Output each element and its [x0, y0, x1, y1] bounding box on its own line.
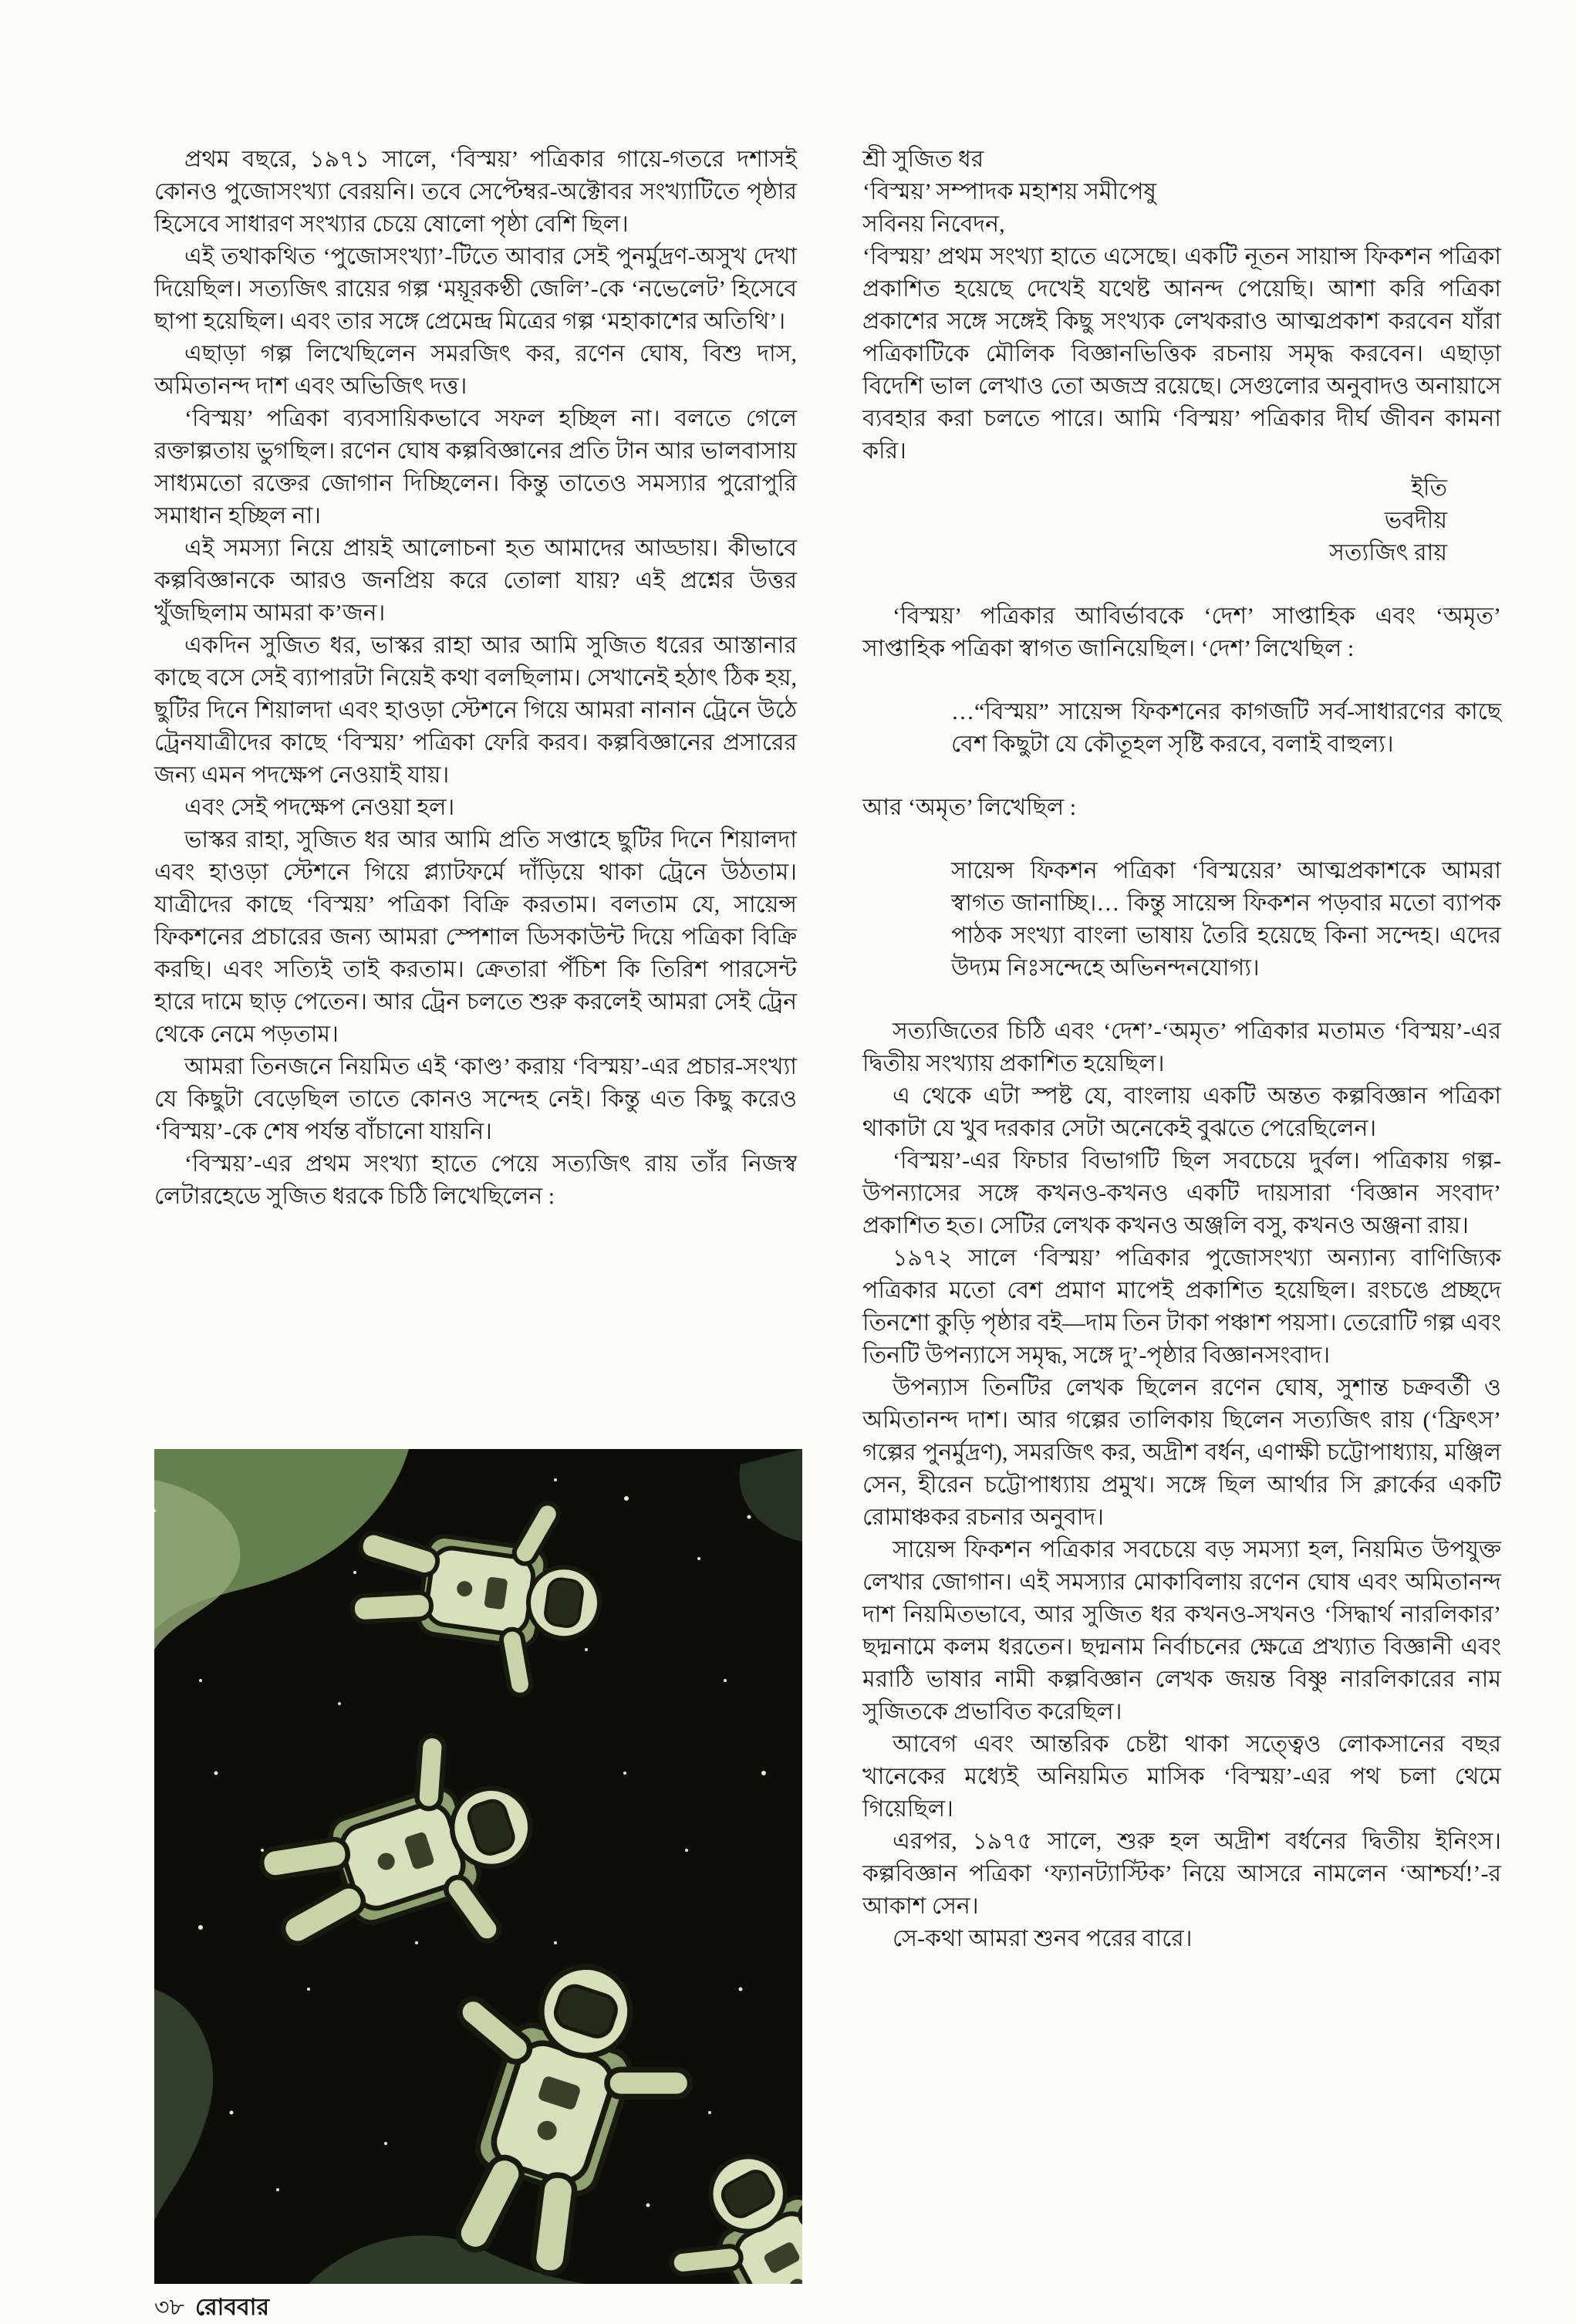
paragraph: আমরা তিনজনে নিয়মিত এই ‘কাণ্ড’ করায় ‘বিস্ময়’-এর প্রচার-সংখ্যা যে কিছুটা বেড়েছিল তাতে কোনও সন্দেহ নেই। কিন্তু এত কিছু করেও ‘বিস্ময়’-কে শেষ পর্যন্ত বাঁচানো যায়নি।: [154, 1054, 797, 1144]
paragraph: আবেগ এবং আন্তরিক চেষ্টা থাকা সত্ত্বেও লোকসানের বছর খানেকের মধ্যেই অনিয়মিত মাসিক ‘বিস্ময়’-এর পথ চলা থেমে গিয়েছিল।: [862, 1731, 1501, 1822]
paragraph: এবং সেই পদক্ষেপ নেওয়া হল।: [184, 795, 455, 820]
paragraph: এছাড়া গল্প লিখেছিলেন সমরজিৎ কর, রণেন ঘোষ, বিশু দাস, অমিতানন্দ দাশ এবং অভিজিৎ দত্ত।: [154, 341, 797, 399]
paragraph: এ থেকে এটা স্পষ্ট যে, বাংলায় একটি অন্তত কল্পবিজ্ঞান পত্রিকা থাকাটা যে খুব দরকার সেটা অনেকেই বুঝতে পেরেছিলেন।: [862, 1083, 1501, 1141]
paragraph: উপন্যাস তিনটির লেখক ছিলেন রণেন ঘোষ, সুশান্ত চক্রবর্তী ও অমিতানন্দ দাশ। আর গল্পের তালিকায় ছিলেন সত্যজিৎ রায় (‘ফ্রিৎস’ গল্পের পুনর্মুদ্রণ), সমরজিৎ কর, অদ্রীশ বর্ধন, এণাক্ষী চট্টোপাধ্যায়, মঞ্জিল সেন, হীরেন চট্টোপাধ্যায় প্রমুখ। সঙ্গে ছিল আর্থার সি ক্লার্কের একটি রোমাঞ্চকর রচনার অনুবাদ।: [862, 1375, 1501, 1530]
paragraph: ‘বিস্ময়’-এর প্রথম সংখ্যা হাতে পেয়ে সত্যজিৎ রায় তাঁর নিজস্ব লেটারহেডে সুজিত ধরকে চিঠি লিখেছিলেন :: [154, 1151, 797, 1209]
letter-salutation-line: ‘বিস্ময়’ সম্পাদক মহাশয় সমীপেষু: [862, 179, 1156, 204]
letter-body: ‘বিস্ময়’ প্রথম সংখ্যা হাতে এসেছে। একটি নূতন সায়ান্স ফিকশন পত্রিকা প্রকাশিত হয়েছে দেখেই যথেষ্ট আনন্দ পেয়েছি। আশা করি পত্রিকা প্রকাশের সঙ্গে সঙ্গেই কিছু সংখ্যক লেখকরাও আত্মপ্রকাশ করবেন যাঁরা পত্রিকাটিকে মৌলিক বিজ্ঞানভিত্তিক রচনায় সমৃদ্ধ করবেন। এছাড়া বিদেশি ভাল লেখাও তো অজস্র রয়েছে। সেগুলোর অনুবাদও অনায়াসে ব্যবহার করা চলতে পারে। আমি ‘বিস্ময়’ পত্রিকার দীর্ঘ জীবন কামনা করি।: [862, 244, 1501, 464]
right-column: [862, 144, 1501, 1955]
paragraph: সে-কথা আমরা শুনব পরের বারে।: [893, 1926, 1193, 1951]
astronauts-illustration-svg: [154, 1449, 802, 2284]
page-number: ৩৮: [154, 2295, 184, 2320]
magazine-title: রোববার: [194, 2295, 269, 2320]
letter-recipient: শ্রী সুজিত ধর: [862, 147, 984, 172]
paragraph: সত্যজিতের চিঠি এবং ‘দেশ’-‘অমৃত’ পত্রিকার মতামত ‘বিস্ময়’-এর দ্বিতীয় সংখ্যায় প্রকাশিত হয়েছিল।: [862, 1018, 1501, 1076]
paragraph: ‘বিস্ময়’-এর ফিচার বিভাগটি ছিল সবচেয়ে দুর্বল। পত্রিকায় গল্প-উপন্যাসের সঙ্গে কখনও-কখনও একটি দায়সারা ‘বিজ্ঞান সংবাদ’ প্রকাশিত হত। সেটির লেখক কখনও অঞ্জলি বসু, কখনও অঞ্জনা রায়।: [862, 1148, 1501, 1238]
paragraph: একদিন সুজিত ধর, ভাস্কর রাহা আর আমি সুজিত ধরের আস্তানার কাছে বসে সেই ব্যাপারটা নিয়েই কথা বলছিলাম। সেখানেই হঠাৎ ঠিক হয়, ছুটির দিনে শিয়ালদা এবং হাওড়া স্টেশনে গিয়ে আমরা নানান ট্রেনে উঠে ট্রেনযাত্রীদের কাছে ‘বিস্ময়’ পত্রিকা ফেরি করব। কল্পবিজ্ঞানের প্রসারের জন্য এমন পদক্ষেপ নেওয়াই যায়।: [154, 633, 797, 788]
letter-signoff: [862, 472, 1501, 569]
paragraph: ১৯৭২ সালে ‘বিস্ময়’ পত্রিকার পুজোসংখ্যা অন্যান্য বাণিজ্যিক পত্রিকার মতো বেশ প্রমাণ মাপেই প্রকাশিত হয়েছিল। রংচঙে প্রচ্ছদে তিনশো কুড়ি পৃষ্ঠার বই—দাম তিন টাকা পঞ্চাশ পয়সা। তেরোটি গল্প এবং তিনটি উপন্যাসে সমৃদ্ধ, সঙ্গে দু’-পৃষ্ঠার বিজ্ঞানসংবাদ।: [862, 1245, 1501, 1368]
letter-opening: সবিনয় নিবেদন,: [862, 211, 1005, 237]
astronauts-illustration: [154, 1449, 802, 2284]
letter-block: [862, 144, 1501, 569]
desh-quote: …“বিস্ময়” সায়েন্স ফিকশনের কাগজটি সর্ব-সাধারণের কাছে বেশ কিছুটা যে কৌতূহল সৃষ্টি করবে, বলাই বাহুল্য।: [951, 699, 1501, 757]
amrita-quote: সায়েন্স ফিকশন পত্রিকা ‘বিস্ময়ের’ আত্মপ্রকাশকে আমরা স্বাগত জানাচ্ছি।… কিন্তু সায়েন্স ফিকশন পড়বার মতো ব্যাপক পাঠক সংখ্যা বাংলা ভাষায় তৈরি হয়েছে কিনা সন্দেহ। এদের উদ্যম নিঃসন্দেহে অভিনন্দনযোগ্য।: [951, 858, 1501, 981]
paragraph: ভাস্কর রাহা, সুজিত ধর আর আমি প্রতি সপ্তাহে ছুটির দিনে শিয়ালদা এবং হাওড়া স্টেশনে গিয়ে প্ল্যাটফর্মে দাঁড়িয়ে থাকা ট্রেনে উঠতাম। যাত্রীদের কাছে ‘বিস্ময়’ পত্রিকা বিক্রি করতাম। বলতাম যে, সায়েন্স ফিকশনের প্রচারের জন্য আমরা স্পেশাল ডিসকাউন্ট দিয়ে পত্রিকা বিক্রি করছি। এবং সত্যিই তাই করতাম। ক্রেতারা পঁচিশ কি তিরিশ পারসেন্ট হারে দামে ছাড় পেতেন। আর ট্রেন চলতে শুরু করলেই আমরা সেই ট্রেন থেকে নেমে পড়তাম।: [154, 827, 797, 1047]
page-footer: [154, 2295, 269, 2321]
paragraph: প্রথম বছরে, ১৯৭১ সালে, ‘বিস্ময়’ পত্রিকার গায়ে-গতরে দশাসই কোনও পুজোসংখ্যা বেরয়নি। তবে সেপ্টেম্বর-অক্টোবর সংখ্যাটিতে পৃষ্ঠার হিসেবে সাধারণ সংখ্যার চেয়ে ষোলো পৃষ্ঠা বেশি ছিল।: [154, 147, 797, 237]
paragraph: ‘বিস্ময়’ পত্রিকা ব্যবসায়িকভাবে সফল হচ্ছিল না। বলতে গেলে রক্তাল্পতায় ভুগছিল। রণেন ঘোষ কল্পবিজ্ঞানের প্রতি টান আর ভালবাসায় সাধ্যমতো রক্তের জোগান দিচ্ছিলেন। কিন্তু তাতেও সমস্যার পুরোপুরি সমাধান হচ্ছিল না।: [154, 406, 797, 529]
amrita-intro: আর ‘অমৃত’ লিখেছিল :: [862, 795, 1077, 820]
paragraph: এই তথাকথিত ‘পুজোসংখ্যা’-টিতে আবার সেই পুনর্মুদ্রণ-অসুখ দেখা দিয়েছিল। সত্যজিৎ রায়ের গল্প ‘ময়ূরকণ্ঠী জেলি’-কে ‘নভেলেট’ হিসেবে ছাপা হয়েছিল। এবং তার সঙ্গে প্রেমেন্দ্র মিত্রের গল্প ‘মহাকাশের অতিথি’।: [154, 244, 797, 334]
left-column: [154, 144, 797, 1213]
paragraph: ‘বিস্ময়’ পত্রিকার আবির্ভাবকে ‘দেশ’ সাপ্তাহিক এবং ‘অমৃত’ সাপ্তাহিক পত্রিকা স্বাগত জানিয়েছিল। ‘দেশ’ লিখেছিল :: [862, 603, 1501, 661]
signoff-line: সত্যজিৎ রায়: [1329, 540, 1447, 566]
signoff-line: ইতি: [1411, 475, 1447, 501]
paragraph: এরপর, ১৯৭৫ সালে, শুরু হল অদ্রীশ বর্ধনের দ্বিতীয় ইনিংস। কল্পবিজ্ঞান পত্রিকা ‘ফ্যানট্যাস্টিক’ নিয়ে আসরে নামলেন ‘আশ্চর্য!’-র আকাশ সেন।: [862, 1829, 1501, 1919]
paragraph: এই সমস্যা নিয়ে প্রায়ই আলোচনা হত আমাদের আড্ডায়। কীভাবে কল্পবিজ্ঞানকে আরও জনপ্রিয় করে তোলা যায়? এই প্রশ্নের উত্তর খুঁজছিলাম আমরা ক’জন।: [154, 535, 797, 626]
paragraph: সায়েন্স ফিকশন পত্রিকার সবচেয়ে বড় সমস্যা হল, নিয়মিত উপযুক্ত লেখার জোগান। এই সমস্যার মোকাবিলায় রণেন ঘোষ এবং অমিতানন্দ দাশ নিয়মিতভাবে, আর সুজিত ধর কখনও-সখনও ‘সিদ্ধার্থ নারলিকার’ ছদ্মনামে কলম ধরতেন। ছদ্মনাম নির্বাচনের ক্ষেত্রে প্রখ্যাত বিজ্ঞানী এবং মরাঠি ভাষার নামী কল্পবিজ্ঞান লেখক জয়ন্ত বিষ্ণু নারলিকারের নাম সুজিতকে প্রভাবিত করেছিল।: [862, 1537, 1501, 1724]
signoff-line: ভবদীয়: [1384, 508, 1447, 533]
